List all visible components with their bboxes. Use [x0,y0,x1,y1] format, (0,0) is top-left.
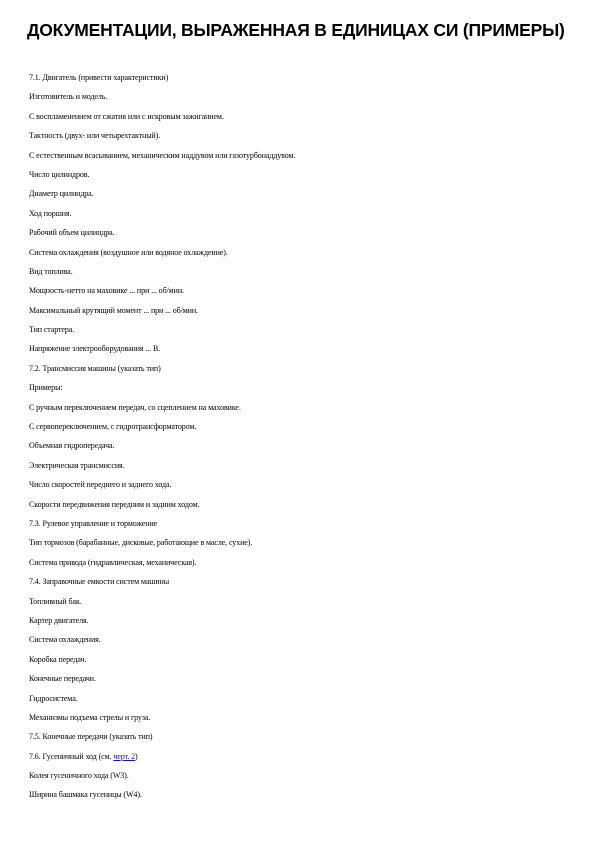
text-line: Конечные передачи. [29,674,96,684]
text-line: Скорости передвижения передним и задним ходом. [29,499,200,509]
text-line: С воспламенением от сжатия или с искровым зажиганием. [29,111,224,121]
reference-suffix: ) [135,751,138,761]
text-line: Диаметр цилиндра. [29,189,94,199]
text-line: Электрическая трансмиссия. [29,460,125,470]
text-line: Гидросистема. [29,693,78,703]
text-line: Объемная гидропередача. [29,441,115,451]
text-line: Тип тормозов (барабанные, дисковые, работающие в масле, сухие). [29,538,253,548]
text-line: Система охлаждения. [29,635,101,645]
text-line: С ручным переключением передач, со сцеплением на маховике. [29,402,241,412]
reference-prefix: 7.6. Гусеничный ход (см. [29,751,114,761]
text-line: Тип стартера. [29,325,75,335]
text-line: 7.3. Рулевое управление и торможение [29,518,158,528]
text-line: 7.2. Трансмиссия машины (указать тип) [29,363,161,373]
text-line: Изготовитель и модель. [29,92,108,102]
text-line: Число скоростей переднего и заднего хода. [29,480,172,490]
text-line: Напряжение электрооборудования ... В. [29,344,161,354]
text-line: Топливный бак. [29,596,82,606]
text-line: Коробка передач. [29,654,87,664]
text-line-reference [29,751,574,770]
text-line: Колея гусеничного хода (W3). [29,771,129,781]
document-body [29,72,574,809]
text-line: 7.1. Двигатель (привести характеристики) [29,73,169,82]
text-line: Система привода (гидравлическая, механическая). [29,557,197,567]
text-line: Число цилиндров. [29,169,90,179]
document-title: ДОКУМЕНТАЦИИ, ВЫРАЖЕННАЯ В ЕДИНИЦАХ СИ (ПРИМЕРЫ) [27,20,565,40]
text-line: С сервопереключением, с гидротрансформатором. [29,422,197,432]
text-line: 7.5. Конечные передачи (указать тип) [29,732,153,742]
text-line: Максимальный крутящий момент ... при ... об/мин. [29,305,198,315]
text-line: Мощность-нетто на маховике ... при ... об/мин. [29,286,184,296]
text-line: Вид топлива. [29,266,73,276]
text-line: Тактность (двух- или четырехтактный). [29,131,161,141]
text-line: Примеры: [29,383,63,393]
text-line: Система охлаждения (воздушное или водяное охлаждение). [29,247,228,257]
text-line: Ход поршня. [29,208,72,218]
text-line: 7.4. Заправочные емкости систем машины [29,577,170,587]
text-line: С естественным всасыванием, механическим наддувом или газотурбонаддувом. [29,150,296,160]
figure-link[interactable]: черт. 2 [113,751,136,761]
text-line: Рабочий объем цилиндра. [29,228,115,238]
text-line: Картер двигателя. [29,615,89,625]
text-line: Ширина башмака гусеницы (W4). [29,790,142,800]
text-line: Механизмы подъема стрелы и груза. [29,712,151,722]
